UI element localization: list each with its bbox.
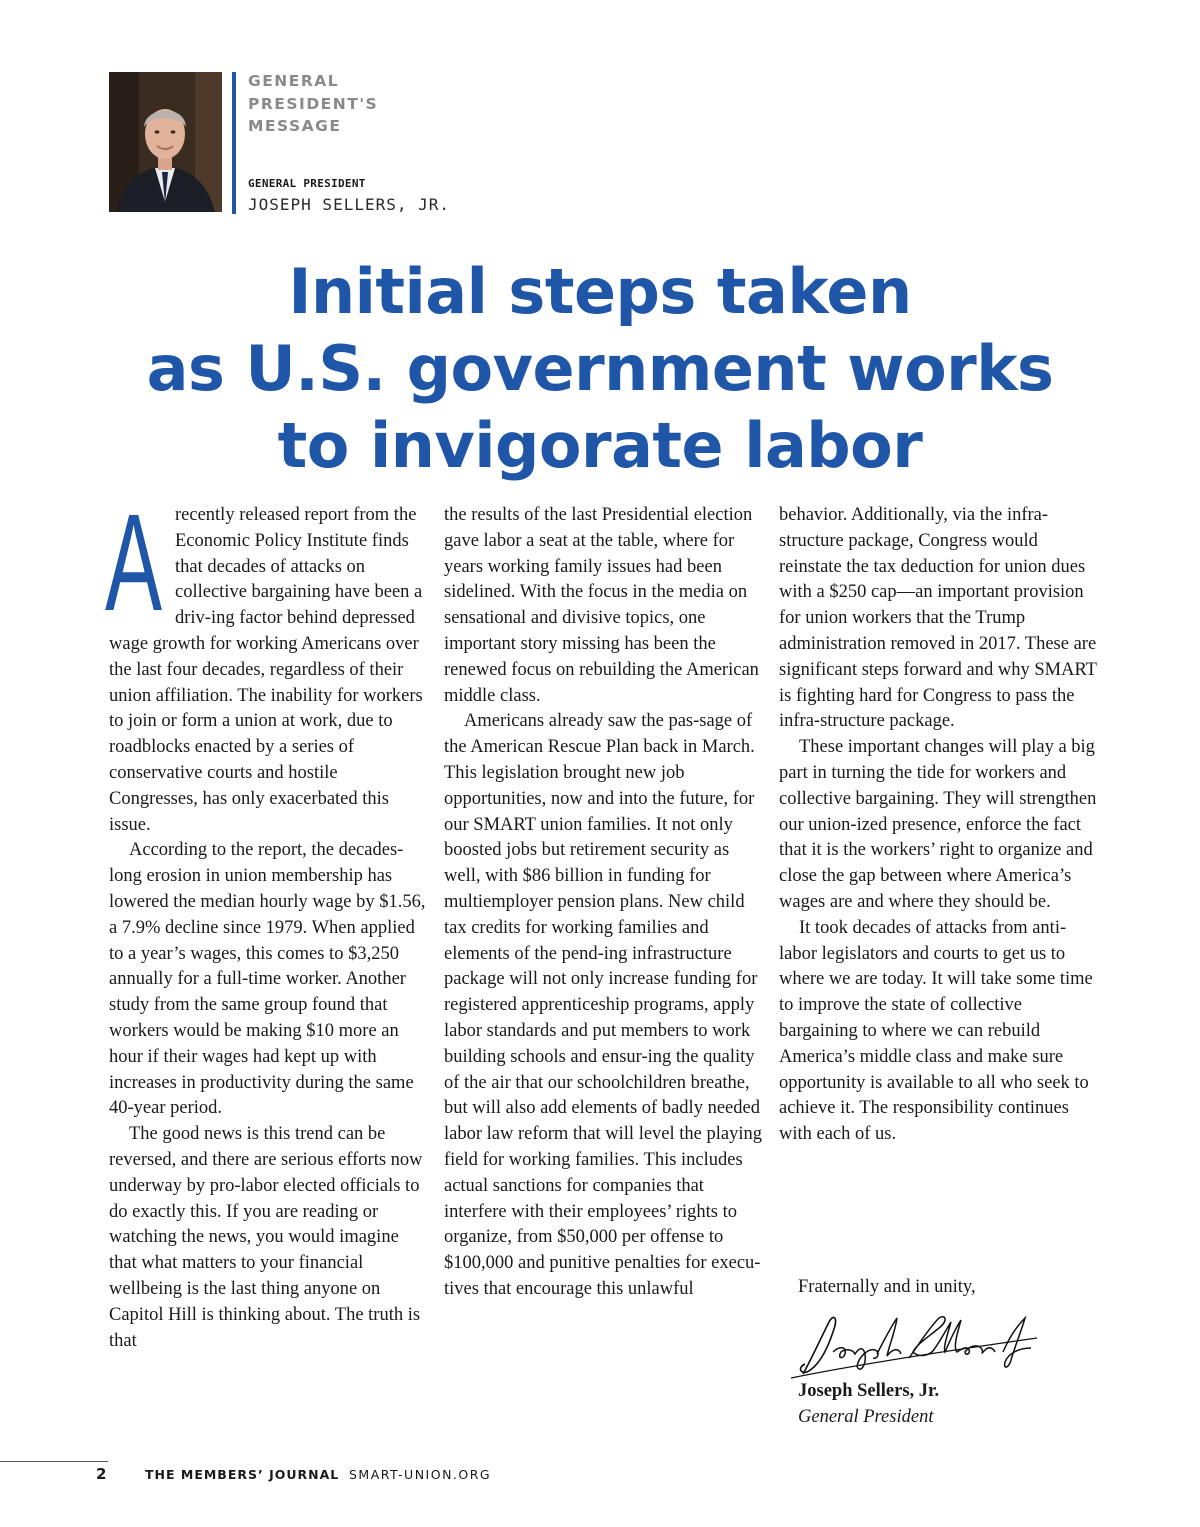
section-label: GENERAL PRESIDENT'S MESSAGE [248,72,379,135]
article-paragraph: According to the report, the decades-long erosion in union membership has lowered the median hourly wage by $1.56, a 7.9% decline since 1979. When applied to a year’s wages, this comes to $3,250 annually for a full-time worker. Another study from the same group found that workers would be making $10 more an hour if their wages had kept up with increases in productivity during the same 40-year period. [109,840,426,1119]
article-column-3 [779,503,1097,1148]
author-name: JOSEPH SELLERS, JR. [248,195,451,214]
article-column-1 [105,486,427,1354]
portrait-illustration [109,72,222,212]
article-paragraph: behavior. Additionally, via the infra-structure package, Congress would reinstate the tax deduction for union dues with a $250 cap—an important provision for union workers that the Trump administration removed in 2017. These are significant steps forward and why SMART is fighting hard for Congress to pass the infra-structure package. [779,505,1097,732]
site-url: SMART-UNION.ORG [349,1467,492,1482]
article-paragraph: recently released report from the Economic Policy Institute finds that decades of attacks on collective bargaining have been a driv-ing factor behind depressed wage growth for working Americans over the last four decades, regardless of their union affiliation. The inability for workers to join or form a union at work, due to roadblocks enacted by a series of conservative courts and hostile Congresses, has only exacerbated this issue. [109,505,423,835]
article-paragraph: It took decades of attacks from anti-labor legislators and courts to get us to where we are today. It will take some time to improve the state of collective bargaining to where we can rebuild America’s middle class and make sure opportunity is available to all who seek to achieve it. The responsibility continues with each of us. [779,917,1093,1145]
journal-name: THE MEMBERS’ JOURNAL [145,1467,340,1482]
article-paragraph: These important changes will play a big part in turning the tide for workers and collective bargaining. They will strengthen our union-ized presence, enforce the fact that it is the workers’ right to organize and close the gap between where America’s wages are and where they should be. [779,737,1097,912]
footer-divider [0,1461,108,1462]
article-paragraph: Americans already saw the pas-sage of the American Rescue Plan back in March. This legislation brought new job opportunities, now and into the future, for our SMART union families. It not only boosted jobs but retirement security as well, with $86 billion in funding for multiemployer pension plans. New child tax credits for working families and elements of the pend-ing infrastructure package will not only increase funding for registered apprenticeship programs, apply labor standards and put members to work building schools and ensur-ing the quality of the air that our schoolchildren breathe, but will also add elements of badly needed labor law reform that will level the playing field for working families. This includes actual sanctions for companies that interfere with their employees’ rights to organize, from $50,000 per offense to $100,000 and punitive penalties for execu-tives that encourage this unlawful [444,711,762,1299]
signer-name: Joseph Sellers, Jr. [798,1381,940,1401]
article-paragraph: the results of the last Presidential election gave labor a seat at the table, where for years working family issues had been sidelined. With the focus in the media on sensational and divisive topics, one important story missing has been the renewed focus on rebuilding the American middle class. [444,505,759,706]
drop-cap: A [105,486,163,640]
headline: Initial steps taken as U.S. government works to invigorate labor [146,255,1054,482]
signer-title: General President [798,1407,934,1427]
author-role: GENERAL PRESIDENT [248,177,366,190]
article-paragraph: The good news is this trend can be reversed, and there are serious efforts now underway by pro-labor elected officials to do exactly this. If you are reading or watching the news, you would imagine that what matters to your financial wellbeing is the last thing anyone on Capitol Hill is thinking about. The truth is that [109,1124,423,1351]
article-column-2 [444,503,762,1303]
header-divider [232,72,236,214]
closing-line: Fraternally and in unity, [798,1277,976,1297]
portrait-photo [109,72,222,212]
handwritten-signature [789,1308,1039,1380]
page-number: 2 [96,1465,107,1483]
